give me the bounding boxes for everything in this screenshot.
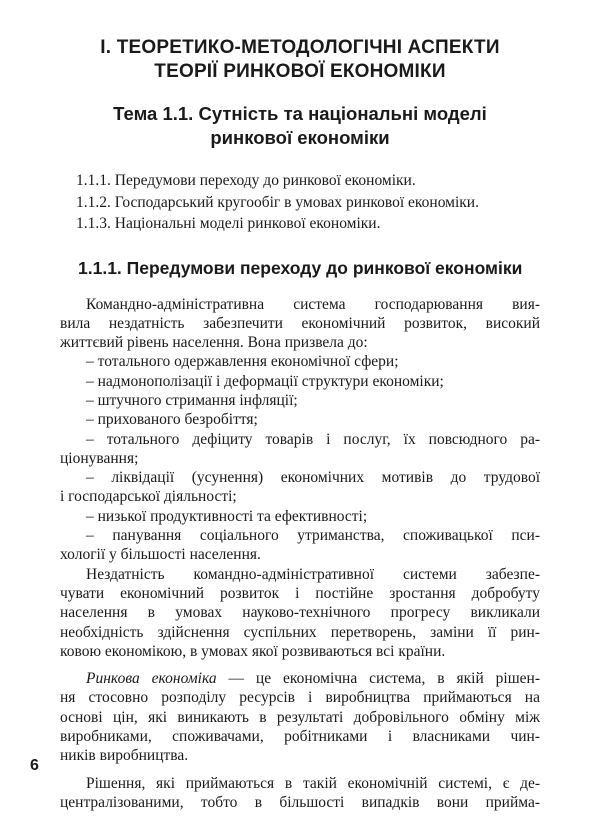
text-line: Нездатність командно-адміністративної системи забезпе-	[86, 565, 540, 583]
text-line	[60, 669, 540, 688]
list-item-continuation: ціонування;	[60, 449, 139, 467]
list-item: – штучного стримання інфляції;	[86, 391, 298, 409]
text-line: ників виробництва.	[60, 747, 189, 765]
text-line: Командно-адміністративна система господарювання вия-	[86, 295, 540, 313]
list-item: – тотального дефіциту товарів і послуг, їх повсюдного ра-	[86, 430, 540, 448]
topic-title	[60, 102, 540, 150]
toc-item: 1.1.1. Передумови переходу до ринкової економіки.	[76, 172, 416, 189]
text-line: ня стосовно розподілу ресурсів і виробництва приймаються на	[60, 689, 540, 707]
list-item: – панування соціального утриманства, споживацької пси-	[86, 527, 540, 545]
part-title-line-1: I. ТЕОРЕТИКО-МЕТОДОЛОГІЧНІ АСПЕКТИ	[100, 37, 500, 58]
toc-item: 1.1.2. Господарський кругообіг в умовах ринкової економіки.	[76, 193, 479, 211]
text-line: життєвий рівень населення. Вона призвела до:	[60, 334, 368, 352]
part-title-line-2: ТЕОРІЇ РИНКОВОЇ ЕКОНОМІКИ	[154, 61, 446, 82]
text-line: населення в умовах науково-технічного прогресу викликали	[60, 604, 540, 622]
topic-title-line-1: Тема 1.1. Сутність та національні моделі	[113, 103, 487, 124]
part-title	[60, 36, 540, 84]
section-heading: 1.1.1. Передумови переходу до ринкової економіки	[78, 257, 523, 278]
list-item-continuation: хології у більшості населення.	[60, 546, 261, 564]
text-line: ковою економікою, в умовах якої розвиваються всі країни.	[60, 642, 446, 660]
topic-title-line-2: ринкової економіки	[210, 127, 390, 148]
text-line: централізованими, тобто в більшості випадків вони прийма-	[60, 793, 540, 811]
list-item: – тотального одержавлення економічної сфери;	[86, 353, 399, 371]
list-item: – ліквідації (усунення) економічних мотивів до трудової	[86, 469, 540, 487]
list-item: – прихованого безробіття;	[86, 411, 258, 429]
body-text	[60, 295, 540, 813]
text-line: чувати економічний розвиток і постійне зростання добробуту	[60, 584, 540, 602]
text-line: необхідність здійснення суспільних перетворень, заміни її рин-	[60, 623, 540, 641]
list-item-continuation: і господарської діяльності;	[60, 488, 237, 506]
table-of-contents	[76, 170, 540, 235]
text-fragment: — це економічна система, в якій рішен-	[228, 670, 540, 688]
text-line: Рішення, які приймаються в такій економічній системі, є де-	[86, 774, 540, 792]
list-item: – надмонополізації і деформації структури економіки;	[86, 372, 444, 390]
page-number: 6	[30, 757, 39, 774]
list-item: – низької продуктивності та ефективності;	[86, 507, 368, 525]
text-line: вила нездатність забезпечити економічний розвиток, високий	[60, 314, 540, 332]
text-line: основі цін, які виникають в результаті добровільного обміну між	[60, 708, 540, 726]
text-line: виробниками, споживачами, робітниками і власниками чин-	[60, 728, 540, 746]
italic-term: Ринкова економіка	[86, 670, 217, 688]
toc-item: 1.1.3. Національні моделі ринкової економіки.	[76, 215, 381, 232]
